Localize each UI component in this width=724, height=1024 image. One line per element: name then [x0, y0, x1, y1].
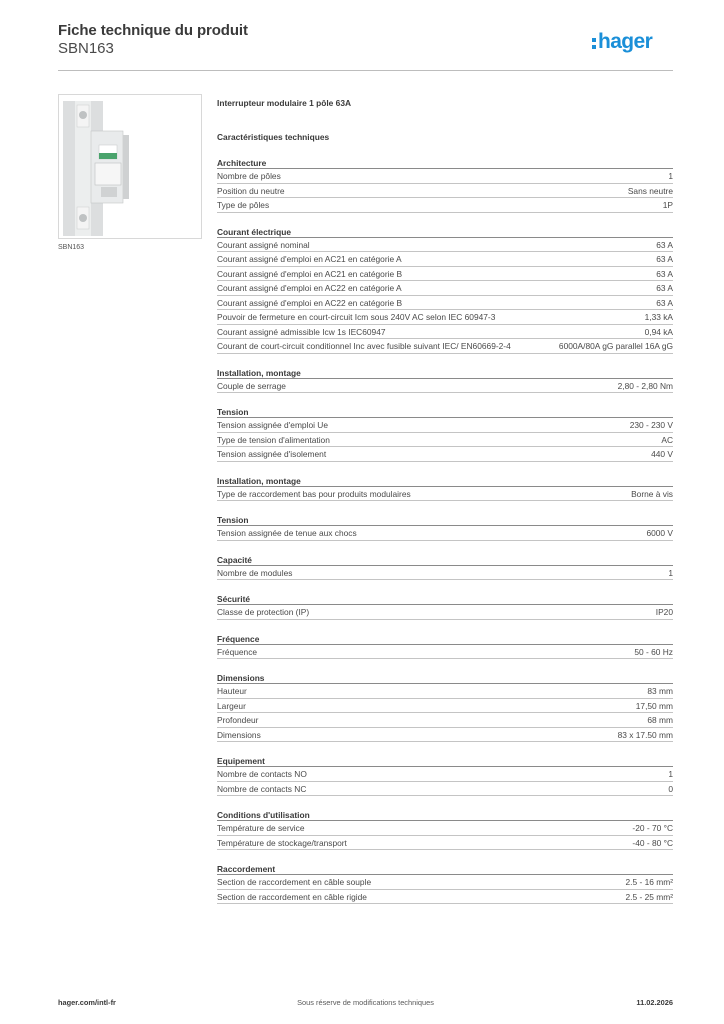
spec-value: 63 A — [656, 297, 673, 308]
spec-value: Borne à vis — [631, 488, 673, 499]
spec-row — [217, 310, 673, 325]
spec-row — [217, 699, 673, 714]
spec-row — [217, 782, 673, 797]
spec-row — [217, 890, 673, 905]
spec-value: 17,50 mm — [635, 700, 673, 711]
header-divider — [58, 70, 673, 71]
spec-value: -20 - 70 °C — [632, 823, 673, 833]
spec-label: Nombre de pôles — [217, 171, 281, 181]
spec-row — [217, 605, 673, 620]
spec-label: Type de pôles — [217, 200, 270, 210]
spec-label: Classe de protection (IP) — [217, 607, 310, 617]
spec-row — [217, 713, 673, 728]
footer-date: 11.02.2026 — [636, 998, 673, 1007]
spec-label: Courant assigné d'emploi en AC22 en catégorie A — [217, 283, 402, 293]
spec-value: 63 A — [656, 254, 673, 264]
spec-value: 6000 V — [646, 528, 673, 538]
svg-text:hager: hager — [598, 30, 653, 53]
spec-label: Dimensions — [217, 729, 261, 740]
spec-group-title: Capacité — [217, 554, 673, 566]
spec-row — [217, 645, 673, 660]
spec-label: Section de raccordement en câble rigide — [217, 891, 367, 902]
spec-label: Largeur — [217, 700, 246, 711]
spec-value: 83 mm — [647, 686, 673, 696]
spec-group-title: Dimensions — [217, 672, 673, 684]
spec-row — [217, 281, 673, 296]
spec-label: Tension assignée d'isolement — [217, 449, 327, 459]
spec-group-title: Tension — [217, 406, 673, 418]
spec-row — [217, 238, 673, 253]
spec-label: Température de service — [217, 823, 305, 833]
spec-value: 230 - 230 V — [629, 420, 673, 430]
spec-value: 1 — [668, 567, 673, 578]
spec-label: Hauteur — [217, 686, 247, 696]
spec-group-title: Conditions d'utilisation — [217, 809, 673, 821]
spec-group-title: Architecture — [217, 157, 673, 169]
spec-value: 2.5 - 16 mm² — [625, 877, 673, 887]
page-title: Fiche technique du produit — [58, 22, 248, 39]
spec-group-title: Installation, montage — [217, 367, 673, 379]
spec-group — [217, 157, 673, 213]
spec-value: Sans neutre — [627, 185, 673, 196]
spec-group — [217, 367, 673, 394]
spec-label: Nombre de contacts NO — [217, 769, 307, 779]
spec-value: 83 x 17.50 mm — [617, 729, 673, 740]
spec-value: 440 V — [651, 449, 673, 459]
spec-row — [217, 418, 673, 433]
spec-value: AC — [661, 434, 673, 445]
spec-group — [217, 554, 673, 581]
spec-row — [217, 447, 673, 462]
product-reference: SBN163 — [58, 40, 114, 57]
spec-label: Courant assigné d'emploi en AC22 en catégorie B — [217, 297, 403, 308]
product-name: Interrupteur modulaire 1 pôle 63A — [217, 98, 352, 108]
spec-label: Type de tension d'alimentation — [217, 434, 330, 445]
spec-label: Courant assigné d'emploi en AC21 en catégorie B — [217, 268, 403, 279]
spec-row — [217, 767, 673, 782]
spec-group-title: Courant électrique — [217, 226, 673, 238]
spec-row — [217, 728, 673, 743]
image-caption: SBN163 — [58, 244, 85, 251]
spec-value: 0 — [668, 783, 673, 794]
spec-value: 2,80 - 2,80 Nm — [617, 380, 673, 391]
spec-value: 63 A — [656, 239, 673, 250]
hager-logo — [591, 26, 673, 56]
spec-value: -40 - 80 °C — [632, 837, 673, 848]
spec-value: 1 — [668, 769, 673, 779]
footer-website-link[interactable]: hager.com/intl-fr — [58, 998, 116, 1007]
spec-value: 1,33 kA — [644, 312, 673, 322]
spec-group-title: Tension — [217, 514, 673, 526]
spec-row — [217, 526, 673, 541]
spec-group — [217, 633, 673, 660]
spec-row — [217, 296, 673, 311]
spec-value: 6000A/80A gG parallel 16A gG — [558, 341, 673, 351]
spec-label: Pouvoir de fermeture en court-circuit Icm sous 240V AC selon IEC 60947-3 — [217, 312, 496, 322]
section-title: Caractéristiques techniques — [217, 132, 330, 142]
spec-row — [217, 684, 673, 699]
spec-group-title: Sécurité — [217, 593, 673, 605]
spec-label: Courant de court-circuit conditionnel Inc avec fusible suivant IEC/ EN60669-2-4 — [217, 341, 511, 351]
spec-row — [217, 379, 673, 394]
spec-group — [217, 514, 673, 541]
spec-group-title: Installation, montage — [217, 475, 673, 487]
spec-row — [217, 184, 673, 199]
spec-label: Nombre de contacts NC — [217, 783, 307, 794]
spec-label: Courant assigné admissible Icw 1s IEC60947 — [217, 326, 386, 337]
spec-row — [217, 198, 673, 213]
spec-row — [217, 169, 673, 184]
spec-group-title: Fréquence — [217, 633, 673, 645]
spec-row — [217, 487, 673, 502]
spec-value: 68 mm — [647, 715, 673, 725]
footer-notice: Sous réserve de modifications techniques — [297, 998, 434, 1007]
spec-group — [217, 226, 673, 354]
spec-group — [217, 475, 673, 502]
spec-label: Section de raccordement en câble souple — [217, 877, 372, 887]
spec-row — [217, 566, 673, 581]
spec-group — [217, 863, 673, 904]
spec-row — [217, 875, 673, 890]
spec-group — [217, 406, 673, 462]
page-footer — [58, 998, 673, 1012]
page-header — [58, 22, 673, 70]
spec-value: 63 A — [656, 283, 673, 293]
spec-value: 1 — [668, 171, 673, 181]
spec-row — [217, 252, 673, 267]
spec-group — [217, 593, 673, 620]
spec-label: Type de raccordement bas pour produits modulaires — [217, 488, 411, 499]
spec-value: 63 A — [656, 268, 673, 279]
spec-value: IP20 — [655, 607, 673, 617]
spec-label: Nombre de modules — [217, 567, 293, 578]
spec-value: 1P — [662, 200, 673, 210]
spec-group — [217, 755, 673, 796]
spec-group — [217, 672, 673, 742]
spec-row — [217, 339, 673, 354]
spec-row — [217, 325, 673, 340]
spec-group-title: Raccordement — [217, 863, 673, 875]
spec-group-title: Equipement — [217, 755, 673, 767]
switch-illustration — [59, 95, 203, 240]
spec-value: 2.5 - 25 mm² — [625, 891, 673, 902]
spec-label: Fréquence — [217, 646, 258, 657]
spec-value: 50 - 60 Hz — [634, 646, 673, 657]
spec-group — [217, 809, 673, 850]
spec-groups — [217, 157, 673, 904]
product-image — [58, 94, 202, 239]
spec-label: Tension assignée de tenue aux chocs — [217, 528, 357, 538]
spec-label: Température de stockage/transport — [217, 837, 347, 848]
spec-label: Courant assigné nominal — [217, 239, 310, 250]
spec-label: Tension assignée d'emploi Ue — [217, 420, 329, 430]
spec-row — [217, 267, 673, 282]
spec-label: Profondeur — [217, 715, 259, 725]
spec-label: Position du neutre — [217, 185, 285, 196]
spec-label: Couple de serrage — [217, 380, 286, 391]
spec-content — [217, 97, 673, 904]
spec-row — [217, 836, 673, 851]
spec-value: 0,94 kA — [644, 326, 673, 337]
spec-label: Courant assigné d'emploi en AC21 en catégorie A — [217, 254, 402, 264]
spec-row — [217, 821, 673, 836]
spec-row — [217, 433, 673, 448]
